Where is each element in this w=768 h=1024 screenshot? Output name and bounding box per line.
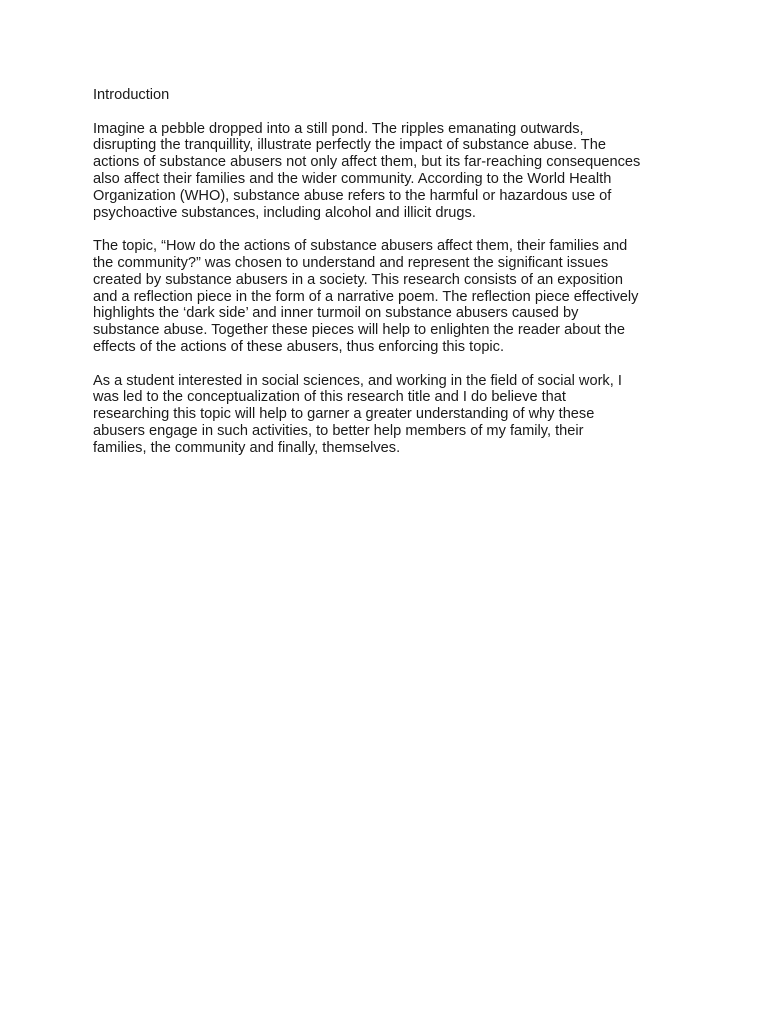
paragraph-line: highlights the ‘dark side’ and inner turmoil on substance abusers caused by xyxy=(93,305,579,322)
paragraph-line: substance abuse. Together these pieces will help to enlighten the reader about the xyxy=(93,322,625,339)
section-heading: Introduction xyxy=(93,87,170,103)
paragraph-line: created by substance abusers in a society. This research consists of an exposition xyxy=(93,271,623,288)
paragraph-line: the community?” was chosen to understand and represent the significant issues xyxy=(93,254,609,271)
paragraph-line: researching this topic will help to garner a greater understanding of why these xyxy=(93,406,595,423)
paragraph-line: effects of the actions of these abusers, thus enforcing this topic. xyxy=(93,338,505,355)
paragraph-line: Organization (WHO), substance abuse refers to the harmful or hazardous use of xyxy=(93,187,612,204)
paragraph-line: Imagine a pebble dropped into a still pond. The ripples emanating outwards, xyxy=(93,120,584,137)
paragraph-1 xyxy=(93,121,683,222)
paragraph-line: The topic, “How do the actions of substance abusers affect them, their families and xyxy=(93,238,628,255)
paragraph-3 xyxy=(93,373,683,457)
paragraph-line: families, the community and finally, themselves. xyxy=(93,439,401,456)
paragraph-line: was led to the conceptualization of this research title and I do believe that xyxy=(93,389,566,406)
paragraph-line: abusers engage in such activities, to better help members of my family, their xyxy=(93,422,584,439)
document-body xyxy=(93,87,683,473)
paragraph-line: actions of substance abusers not only affect them, but its far-reaching consequences xyxy=(93,154,641,171)
paragraph-line: and a reflection piece in the form of a narrative poem. The reflection piece effectively xyxy=(93,288,639,305)
paragraph-2 xyxy=(93,238,683,356)
paragraph-line: also affect their families and the wider community. According to the World Health xyxy=(93,170,612,187)
paragraph-line: disrupting the tranquillity, illustrate perfectly the impact of substance abuse. The xyxy=(93,137,606,154)
paragraph-line: psychoactive substances, including alcohol and illicit drugs. xyxy=(93,204,476,221)
paragraph-line: As a student interested in social sciences, and working in the field of social work, I xyxy=(93,372,622,389)
